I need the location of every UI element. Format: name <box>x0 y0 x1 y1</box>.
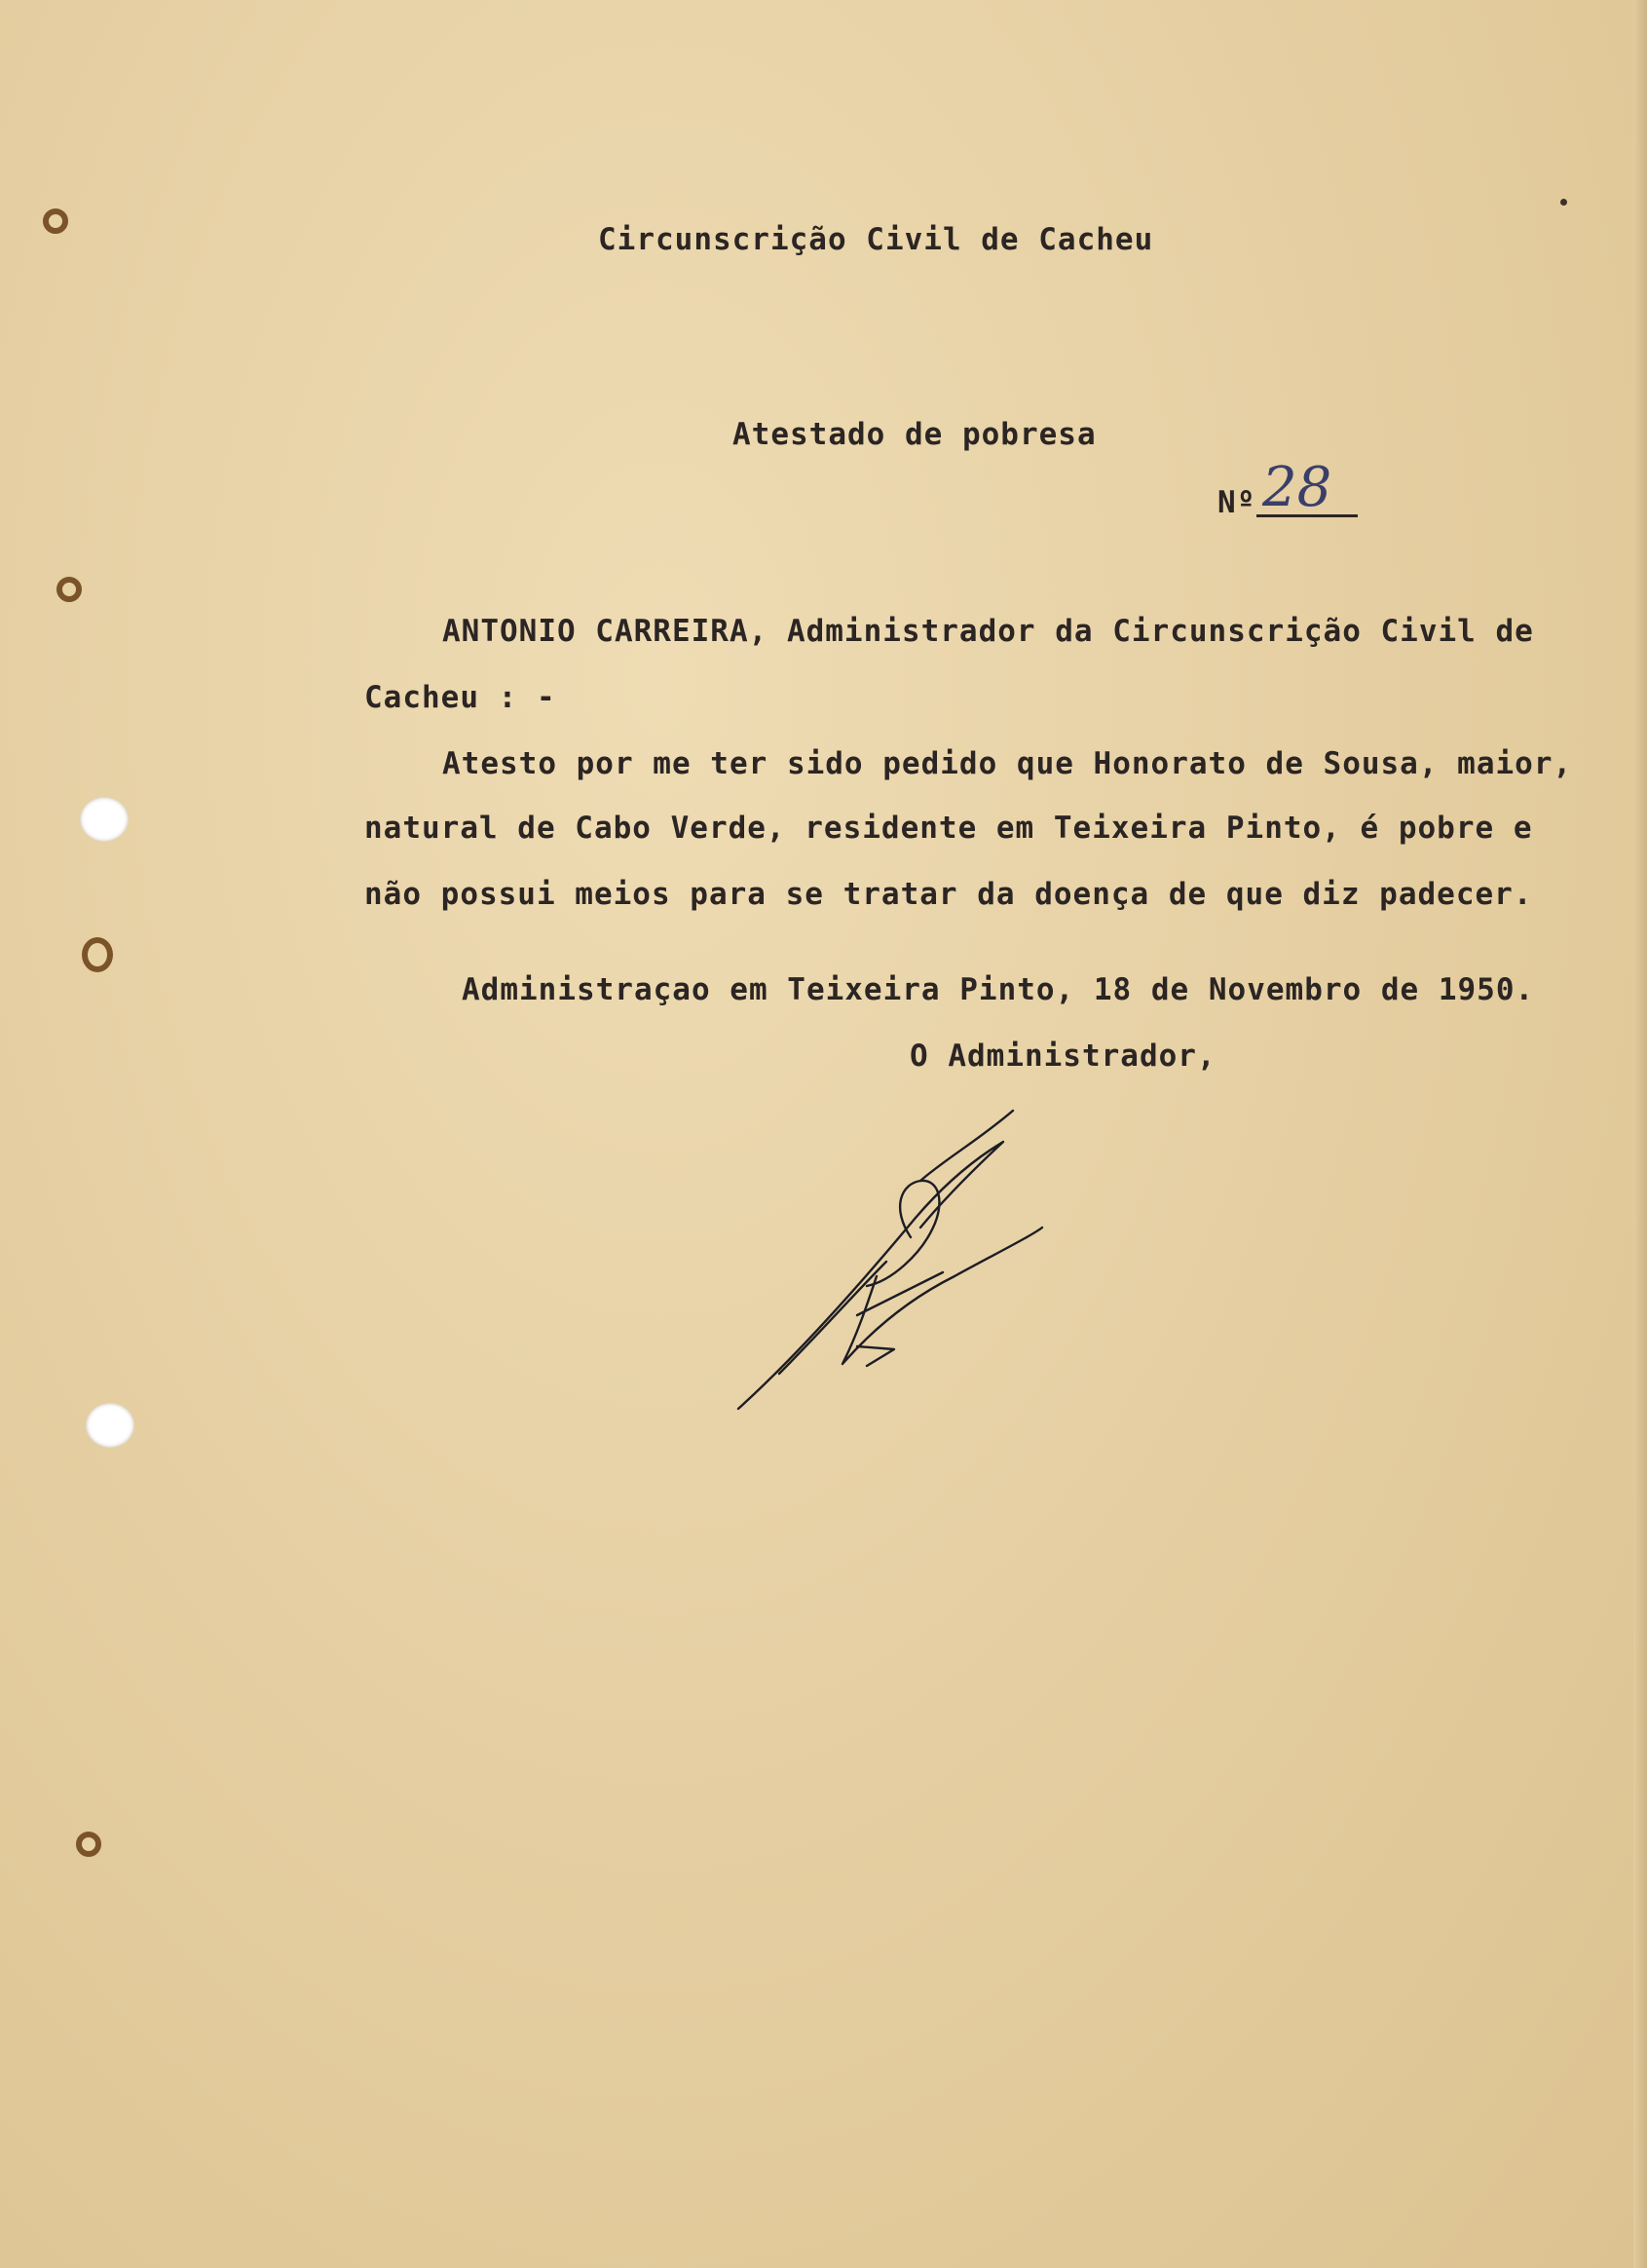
closing-place-date: Administraçao em Teixeira Pinto, 18 de Novembro de 1950. <box>462 972 1535 1007</box>
rust-mark <box>56 577 82 602</box>
body-line: natural de Cabo Verde, residente em Teixeira Pinto, é pobre e <box>364 811 1533 846</box>
number-label: Nº <box>1217 485 1256 520</box>
rust-mark <box>82 937 113 972</box>
body-line: Cacheu : - <box>364 680 556 715</box>
signature <box>721 1091 1110 1422</box>
document-title: Atestado de pobresa <box>732 417 1097 452</box>
punch-hole <box>80 797 129 842</box>
paper-speck <box>1560 199 1567 206</box>
punch-hole <box>86 1403 134 1448</box>
body-line: Atesto por me ter sido pedido que Honorato de Sousa, maior, <box>442 746 1573 781</box>
page-edge <box>1633 0 1647 2268</box>
rust-mark <box>76 1832 101 1857</box>
body-line: não possui meios para se tratar da doença de que diz padecer. <box>364 877 1533 912</box>
rust-mark <box>43 208 68 234</box>
signatory-title: O Administrador, <box>910 1039 1217 1074</box>
number-value: 28 <box>1262 456 1332 519</box>
body-line: ANTONIO CARREIRA, Administrador da Circunscrição Civil de <box>442 614 1534 649</box>
header-office: Circunscrição Civil de Cacheu <box>598 222 1154 257</box>
